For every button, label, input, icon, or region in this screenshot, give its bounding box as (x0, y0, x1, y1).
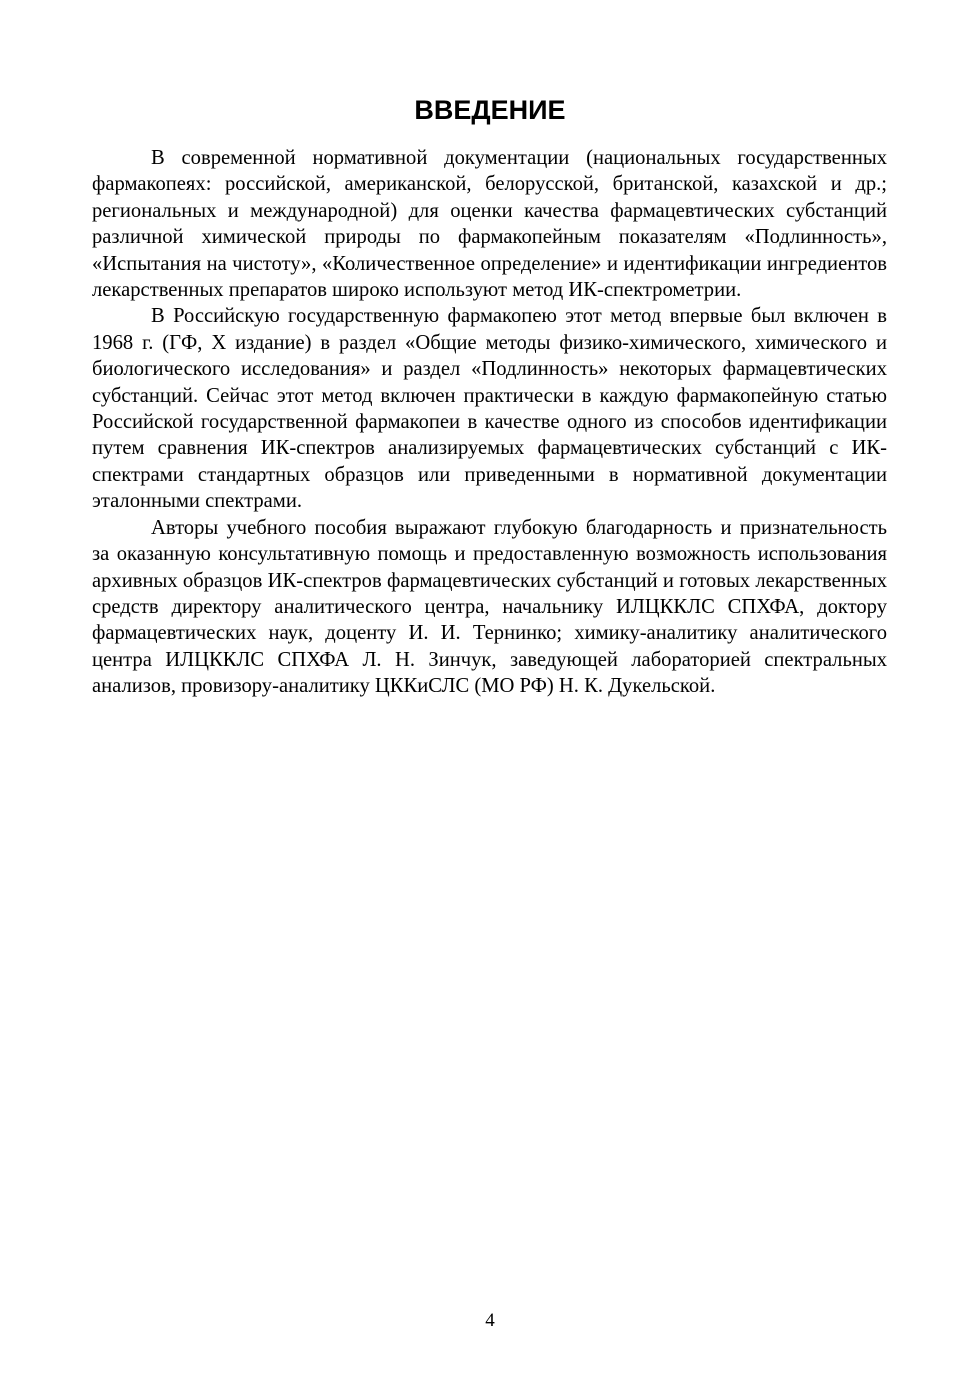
body-text (92, 145, 887, 700)
page-number: 4 (485, 1310, 495, 1331)
paragraph-intro: В современной нормативной документации (национальных государственных фармакопеях: российской, американской, белорусской, британской, казахской и др.; региональных и международной) для оценки качества фармацевтических субстанций различной химической природы по фармакопейным показателям «Подлинность», «Испытания на чистоту», «Количественное определение» и идентификации ингредиентов лекарственных препаратов широко используют метод ИК-спектрометрии. (92, 147, 887, 302)
page-title: ВВЕДЕНИЕ (414, 95, 566, 125)
paragraph-history: В Российскую государственную фармакопею этот метод впервые был включен в 1968 г. (ГФ, X издание) в раздел «Общие методы физико-химического, химического и биологического исследования» и раздел «Подлинность» некоторых фармацевтических субстанций. Сейчас этот метод включен практически в каждую фармакопейную статью Российской государственной фармакопеи в качестве одного из способов идентификации путем сравнения ИК-​спектров анализируемых фармацевтических субстанций с ИК-спектрами стандартных образцов или приведенными в нормативной документации эталонными спектрами. (92, 305, 887, 513)
paragraph-acknowledgements: Авторы учебного пособия выражают глубокую благодарность и признательность за оказанную консультативную помощь и предоставленную возможность использования архивных образцов ИК-спектров фармацевтических субстанций и готовых лекарственных средств директору аналитического центра, начальнику ИЛЦККЛС СПХФА, доктору фармацевтических наук, доценту И. И. Тернинко; химику-аналитику аналитического центра ИЛЦККЛС СПХФА Л. Н. Зинчук, заведующей лабораторией спектральных анализов, провизору-​аналитику ЦККиСЛС (МО РФ) Н. К. Дукельской. (92, 516, 887, 698)
